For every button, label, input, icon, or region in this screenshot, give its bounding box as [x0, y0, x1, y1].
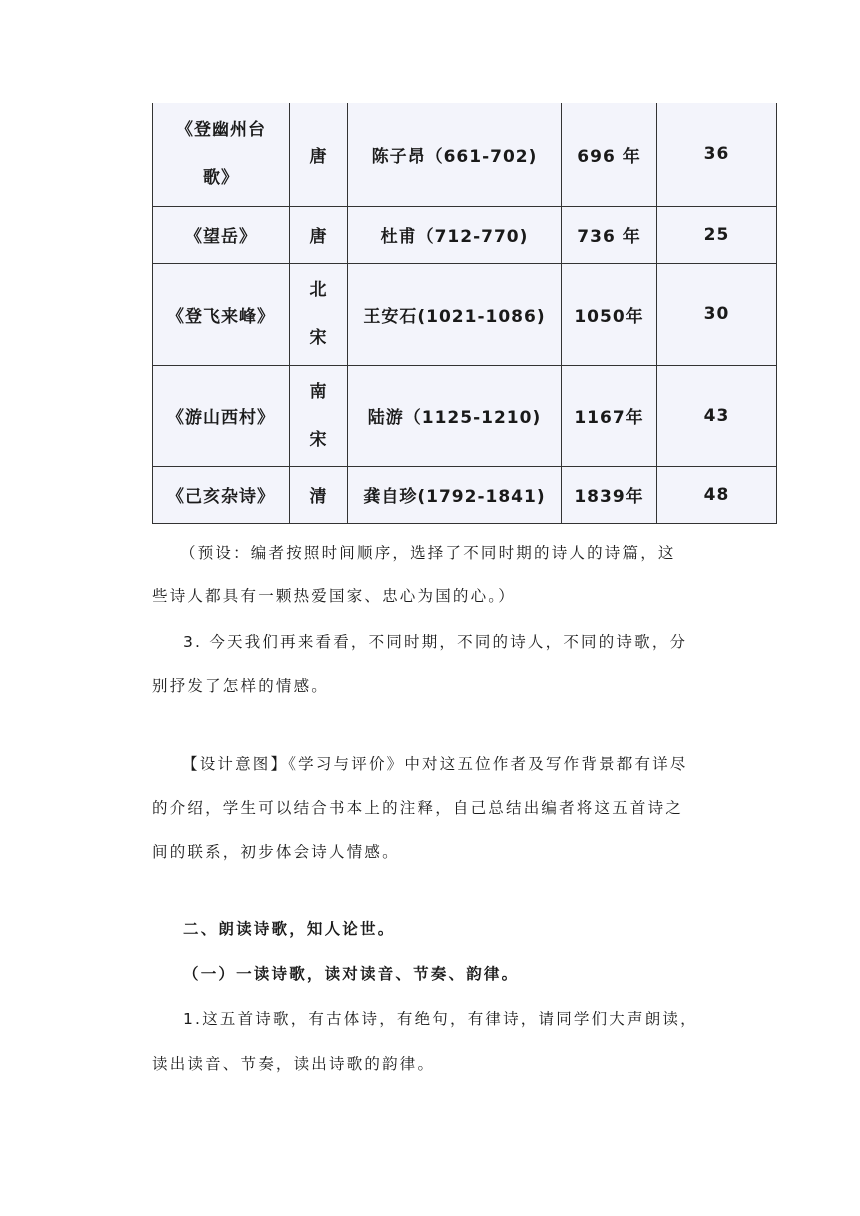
poet-age: 48 [657, 466, 777, 523]
poet-table [152, 103, 777, 524]
poem-title: 《登幽州台歌》 [153, 103, 290, 206]
table-row [153, 365, 777, 466]
step3-line1: 3. 今天我们再来看看，不同时期，不同的诗人，不同的诗歌，分 [183, 633, 688, 651]
poet-age: 25 [657, 206, 777, 263]
poem-author: 王安石(1021-1086) [348, 263, 562, 365]
table-row [153, 206, 777, 263]
poem-title: 《登飞来峰》 [153, 263, 290, 365]
poem-author: 陈子昂（661-702) [348, 103, 562, 206]
section-heading: 二、朗读诗歌，知人论世。 [183, 920, 396, 938]
step1-line2: 读出读音、节奏，读出诗歌的韵律。 [152, 1055, 436, 1073]
poet-age: 43 [657, 365, 777, 466]
poem-year: 696 年 [562, 103, 657, 206]
poem-dynasty: 南宋 [290, 365, 348, 466]
poem-year: 736 年 [562, 206, 657, 263]
table-row [153, 103, 777, 206]
poem-author: 龚自珍(1792-1841) [348, 466, 562, 523]
preset-note-line2: 些诗人都具有一颗热爱国家、忠心为国的心。） [152, 587, 516, 605]
design-intent-line3: 间的联系，初步体会诗人情感。 [152, 843, 400, 861]
table-row [153, 263, 777, 365]
poem-title: 《游山西村》 [153, 365, 290, 466]
poem-dynasty: 唐 [290, 103, 348, 206]
poem-title: 《望岳》 [153, 206, 290, 263]
table-row [153, 466, 777, 523]
poet-age: 30 [657, 263, 777, 365]
step3-line2: 别抒发了怎样的情感。 [152, 677, 330, 695]
poet-age: 36 [657, 103, 777, 206]
poem-year: 1167年 [562, 365, 657, 466]
poem-author: 杜甫（712-770) [348, 206, 562, 263]
poem-dynasty: 清 [290, 466, 348, 523]
poem-dynasty: 唐 [290, 206, 348, 263]
subsection-heading: （一）一读诗歌，读对读音、节奏、韵律。 [183, 965, 520, 983]
design-intent-line2: 的介绍，学生可以结合书本上的注释，自己总结出编者将这五首诗之 [152, 799, 684, 817]
poem-year: 1050年 [562, 263, 657, 365]
design-intent-line1: 【设计意图】《学习与评价》中对这五位作者及写作背景都有详尽 [182, 755, 688, 773]
preset-note-line1: （预设：编者按照时间顺序，选择了不同时期的诗人的诗篇，这 [180, 544, 676, 562]
poem-dynasty: 北宋 [290, 263, 348, 365]
poem-author: 陆游（1125-1210) [348, 365, 562, 466]
step1-line1: 1.这五首诗歌，有古体诗，有绝句，有律诗，请同学们大声朗读， [183, 1010, 698, 1028]
poem-year: 1839年 [562, 466, 657, 523]
poem-title: 《己亥杂诗》 [153, 466, 290, 523]
